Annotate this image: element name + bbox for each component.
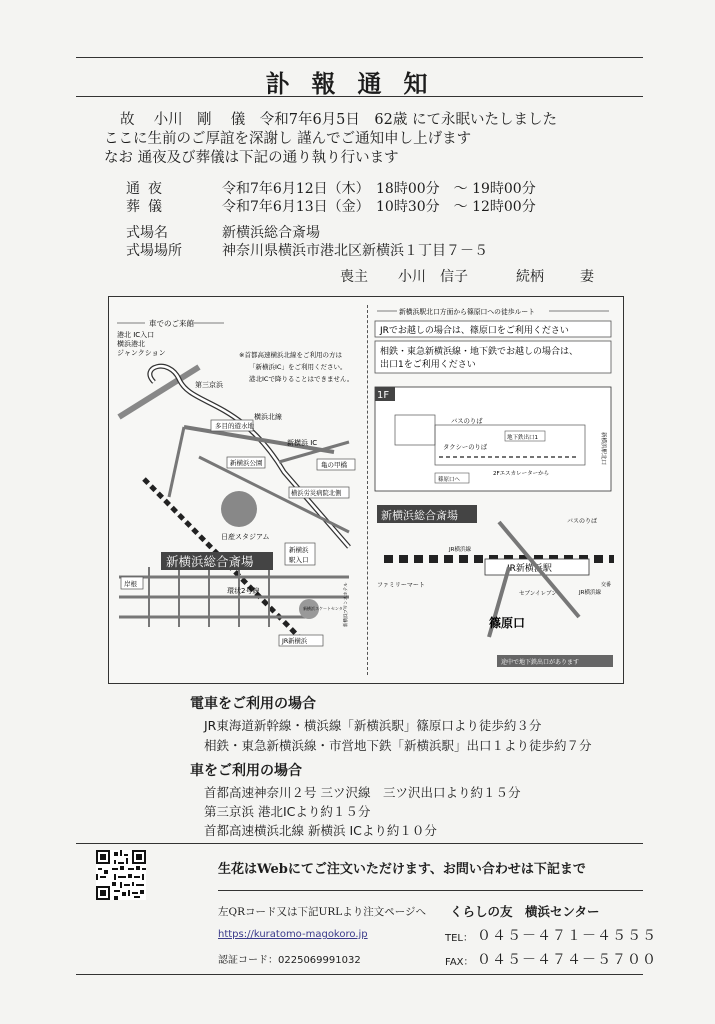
floor-label: 1F	[377, 390, 390, 401]
car-line-2: 第三京浜 港北ICより約１５分	[204, 804, 371, 819]
title-underline	[76, 96, 643, 97]
funeral-label: 葬儀	[126, 199, 170, 215]
car-line-3: 首都高速横浜北線 新横浜 ICより約１０分	[204, 823, 437, 838]
label-jr-station-right: JR新横浜駅	[507, 564, 552, 574]
label-shinyoko-park: 新横浜公園	[230, 459, 263, 467]
left-note-1: ※首都高速横浜北線をご利用の方は	[239, 351, 342, 359]
label-escalator: 2Fエスカレーターから	[493, 471, 550, 477]
qr-code[interactable]	[96, 850, 146, 900]
label-kishine: 岸根	[124, 580, 137, 588]
footer-subrule	[218, 890, 643, 891]
notice-line-1: 故 小川 剛 儀 令和7年6月5日 62歳 にて永眠いたしました	[120, 112, 557, 128]
label-kamenokou: 亀の甲橋	[321, 461, 347, 469]
label-station-entrance-2: 駅入口	[289, 556, 309, 564]
left-note-2: 「新横浜IC」をご利用ください。	[249, 363, 347, 371]
label-shinohara-exit: 篠原口へ	[438, 477, 461, 483]
chief-mourner: 小川 信子	[398, 269, 468, 285]
label-3rd-keihin: 第三京浜	[195, 381, 223, 389]
address: 神奈川県横浜市港北区新横浜１丁目７－５	[222, 243, 488, 259]
right-box-1: JRでお越しの場合は、篠原口をご利用ください	[380, 326, 569, 336]
label-stadium: 日産スタジアム	[221, 533, 270, 541]
flowers-notice: 生花はWebにてご注文いただけます、お問い合わせは下記まで	[218, 862, 586, 877]
relation: 妻	[580, 269, 594, 285]
label-station-entrance-1: 新横浜	[289, 546, 309, 554]
venue-name: 新横浜総合斎場	[222, 225, 320, 241]
jct-label-3: ジャンクション	[117, 349, 166, 357]
wake-label: 通夜	[126, 181, 170, 197]
wake-date: 令和7年6月12日（木）	[222, 181, 370, 197]
label-kotsu: 交番	[601, 582, 612, 588]
notice-title: 訃報通知	[265, 69, 450, 98]
label-subway-exit: 地下鉄出口1	[507, 435, 538, 441]
label-footnote: 途中で地下鉄出口があります	[501, 659, 580, 666]
label-rosai: 横浜労災病院北側	[291, 490, 342, 497]
label-kanjo2: 環状2号線	[227, 587, 260, 595]
footer-rule	[76, 843, 643, 844]
tel-number[interactable]: ０４５－４７１－４５５５	[477, 928, 657, 944]
chief-mourner-label: 喪主	[340, 269, 368, 285]
right-box-2-line-1: 相鉄・東急新横浜線・地下鉄でお越しの場合は、	[380, 347, 579, 357]
notice-line-2: ここに生前のご厚誼を深謝し 謹んでご通知申し上げます	[104, 131, 472, 147]
company-name: くらしの友 横浜センター	[450, 904, 600, 919]
tel-label: TEL：	[445, 933, 473, 944]
address-label: 式場場所	[126, 243, 182, 259]
left-venue-banner: 新横浜総合斎場	[166, 554, 254, 569]
label-hotel: 新横浜プリンスホテル	[344, 582, 349, 627]
label-rink: 新横浜スケートセンター	[303, 606, 347, 611]
label-jr-line-left: JR横浜線	[449, 547, 471, 553]
jct-label-1: 港北 IC入口	[117, 331, 155, 339]
order-url[interactable]: https://kuratomo-magokoro.jp	[218, 929, 368, 940]
label-seven: セブンイレブン	[519, 591, 557, 597]
fax-label: FAX：	[445, 957, 474, 968]
label-shinyoko-ic: 新横浜 IC	[287, 439, 318, 447]
top-rule	[76, 57, 643, 58]
train-line-2: 相鉄・東急新横浜線・市営地下鉄「新横浜駅」出口１より徒歩約７分	[204, 738, 592, 753]
right-box-2-line-2: 出口1をご利用ください	[380, 360, 476, 370]
venue-label: 式場名	[126, 225, 168, 241]
car-heading: 車をご利用の場合	[190, 763, 302, 779]
notice-line-3: なお 通夜及び葬儀は下記の通り執り行います	[104, 150, 399, 166]
qr-note: 左QRコード又は下記URLより注文ページへ	[218, 906, 427, 918]
label-taxi: タクシーのりば	[443, 444, 488, 451]
label-jr-station-left: JR新横浜	[282, 638, 308, 645]
right-venue-banner: 新横浜総合斎場	[381, 509, 458, 522]
label-shinohara: 篠原口	[489, 616, 526, 630]
auth-code: 認証コード：0225069991032	[218, 955, 361, 966]
label-busstop-2: バスのりば	[567, 518, 598, 525]
train-heading: 電車をご利用の場合	[190, 696, 316, 712]
label-jr-line-right: JR横浜線	[579, 590, 601, 596]
funeral-date: 令和7年6月13日（金）	[222, 199, 370, 215]
right-map-header: 新横浜駅北口方面から篠原口への徒歩ルート	[399, 308, 535, 316]
wake-time: 18時00分 ～ 19時00分	[376, 181, 536, 197]
fax-number: ０４５－４７４－５７００	[477, 952, 657, 968]
relation-label: 続柄	[516, 269, 544, 285]
bottom-rule	[76, 974, 643, 975]
jct-label-2: 横浜港北	[117, 340, 145, 348]
map-panel	[108, 296, 624, 684]
label-busstop: バスのりば	[451, 418, 483, 425]
label-familymart: ファミリーマート	[377, 582, 425, 589]
label-north-exit: 新横浜駅北口	[600, 432, 606, 466]
walking-route-map	[109, 297, 623, 683]
label-yokohama-hokusen: 横浜北線	[254, 413, 282, 421]
funeral-time: 10時30分 ～ 12時00分	[376, 199, 536, 215]
left-note-3: 港北ICで降りることはできません。	[249, 375, 354, 383]
label-tamokuteki: 多目的遊水地	[215, 422, 254, 430]
car-line-1: 首都高速神奈川２号 三ツ沢線 三ツ沢出口より約１５分	[204, 785, 521, 800]
train-line-1: JR東海道新幹線・横浜線「新横浜駅」篠原口より徒歩約３分	[204, 718, 542, 733]
left-map-header: 車でのご来館	[149, 319, 194, 328]
